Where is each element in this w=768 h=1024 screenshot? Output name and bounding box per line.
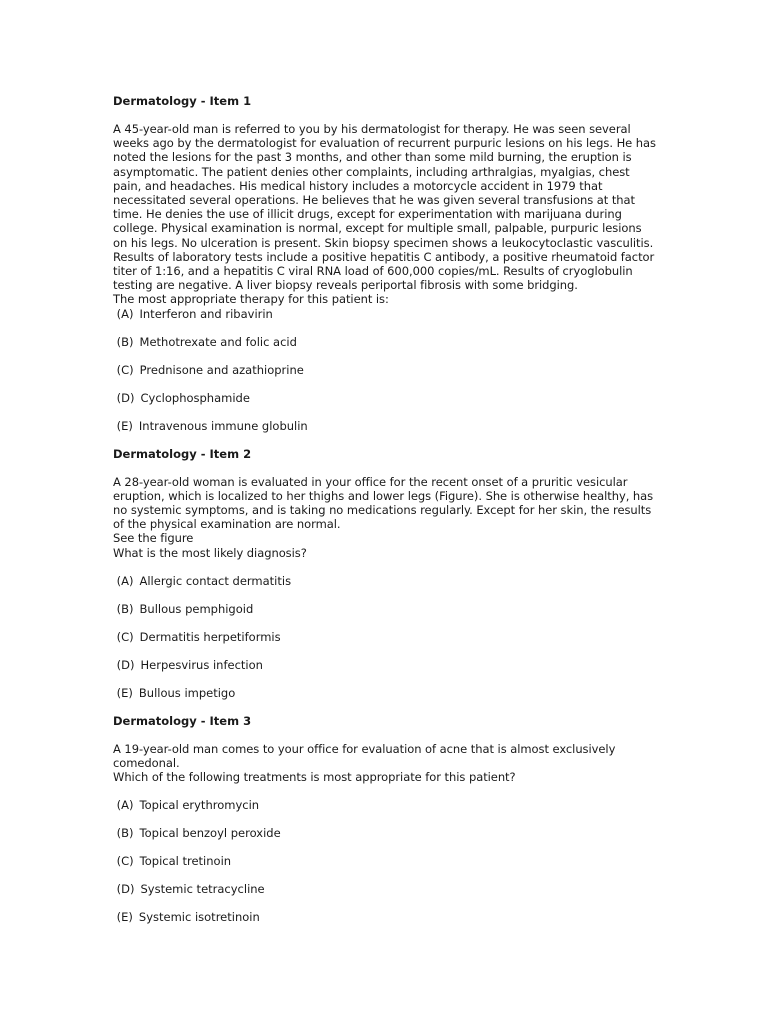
stem-line: noted the lesions for the past 3 months, and other than some mild burning, the eruption is <box>113 150 632 165</box>
answer-option-c[interactable] <box>113 854 658 868</box>
option-letter: (A) <box>116 306 134 321</box>
option-text: Methotrexate and folic acid <box>139 334 297 349</box>
answer-option-b[interactable] <box>113 826 658 840</box>
option-letter: (C) <box>116 629 134 644</box>
option-text: Allergic contact dermatitis <box>139 573 292 588</box>
answer-option-a[interactable] <box>113 798 658 812</box>
item-3 <box>113 714 658 925</box>
option-text: Topical tretinoin <box>139 854 232 869</box>
option-letter: (C) <box>116 362 134 377</box>
option-letter: (B) <box>116 826 134 841</box>
answer-option-a[interactable] <box>113 307 658 321</box>
option-text: Dermatitis herpetiformis <box>139 629 281 644</box>
answer-option-d[interactable] <box>113 882 658 896</box>
stem-line: eruption, which is localized to her thighs and lower legs (Figure). She is otherwise healthy, has <box>113 488 654 503</box>
answer-option-e[interactable] <box>113 419 658 433</box>
option-letter: (A) <box>116 798 134 813</box>
stem-line: comedonal. <box>113 756 180 771</box>
option-text: Interferon and ribavirin <box>139 306 273 321</box>
stem-line: A 19-year-old man comes to your office for evaluation of acne that is almost exclusively <box>113 741 616 756</box>
option-text: Cyclophosphamide <box>140 390 250 405</box>
option-letter: (D) <box>116 882 135 897</box>
item-title: Dermatology - Item 1 <box>113 94 252 108</box>
option-letter: (D) <box>116 390 135 405</box>
item-1 <box>113 94 658 433</box>
option-text: Systemic isotretinoin <box>138 910 260 925</box>
stem-line: See the figure <box>113 531 194 546</box>
answer-option-e[interactable] <box>113 910 658 924</box>
option-text: Herpesvirus infection <box>140 657 263 672</box>
stem-line: time. He denies the use of illicit drugs, except for experimentation with marijuana during <box>113 207 622 222</box>
stem-line: necessitated several operations. He believes that he was given several transfusions at that <box>113 193 635 208</box>
stem-line: A 45-year-old man is referred to you by his dermatologist for therapy. He was seen several <box>113 122 631 136</box>
question-stem <box>113 122 658 307</box>
answer-option-d[interactable] <box>113 391 658 405</box>
answer-option-c[interactable] <box>113 630 658 644</box>
option-letter: (D) <box>116 657 135 672</box>
option-text: Systemic tetracycline <box>140 882 265 897</box>
option-text: Bullous pemphigoid <box>139 601 254 616</box>
question-stem <box>113 742 658 785</box>
stem-line: pain, and headaches. His medical history includes a motorcycle accident in 1979 that <box>113 178 603 193</box>
stem-line: of the physical examination are normal. <box>113 517 341 532</box>
stem-line: no systemic symptoms, and is taking no medications regularly. Except for her skin, the results <box>113 503 652 518</box>
document-page <box>113 94 658 924</box>
stem-line: testing are negative. A liver biopsy reveals periportal fibrosis with some bridging. <box>113 278 578 293</box>
answer-option-a[interactable] <box>113 574 658 588</box>
stem-line: Results of laboratory tests include a positive hepatitis C antibody, a positive rheumatoid factor <box>113 249 655 264</box>
answer-option-b[interactable] <box>113 602 658 616</box>
option-letter: (E) <box>116 910 133 925</box>
option-text: Bullous impetigo <box>138 685 236 700</box>
stem-line: A 28-year-old woman is evaluated in your office for the recent onset of a pruritic vesicular <box>113 474 628 489</box>
answer-option-d[interactable] <box>113 658 658 672</box>
stem-line: on his legs. No ulceration is present. Skin biopsy specimen shows a leukocytoclastic vasculitis. <box>113 235 654 250</box>
item-2 <box>113 447 658 700</box>
stem-line: asymptomatic. The patient denies other complaints, including arthralgias, myalgias, chest <box>113 164 630 179</box>
stem-line: weeks ago by the dermatologist for evaluation of recurrent purpuric lesions on his legs. He has <box>113 136 656 151</box>
item-title: Dermatology - Item 2 <box>113 446 252 461</box>
answer-option-b[interactable] <box>113 335 658 349</box>
answer-option-e[interactable] <box>113 686 658 700</box>
question-stem <box>113 475 658 560</box>
option-letter: (B) <box>116 601 134 616</box>
option-text: Intravenous immune globulin <box>138 418 308 433</box>
option-letter: (B) <box>116 334 134 349</box>
stem-line: Which of the following treatments is most appropriate for this patient? <box>113 770 516 785</box>
option-letter: (E) <box>116 685 133 700</box>
option-letter: (E) <box>116 418 133 433</box>
option-text: Topical erythromycin <box>139 798 260 813</box>
stem-line: titer of 1:16, and a hepatitis C viral RNA load of 600,000 copies/mL. Results of cryoglobulin <box>113 264 633 279</box>
answer-option-c[interactable] <box>113 363 658 377</box>
stem-line: college. Physical examination is normal, except for multiple small, palpable, purpuric lesions <box>113 221 642 236</box>
option-letter: (A) <box>116 573 134 588</box>
item-title: Dermatology - Item 3 <box>113 713 252 728</box>
stem-line: What is the most likely diagnosis? <box>113 545 307 560</box>
option-letter: (C) <box>116 854 134 869</box>
option-text: Topical benzoyl peroxide <box>139 826 281 841</box>
option-text: Prednisone and azathioprine <box>139 362 304 377</box>
stem-line: The most appropriate therapy for this patient is: <box>113 292 389 307</box>
